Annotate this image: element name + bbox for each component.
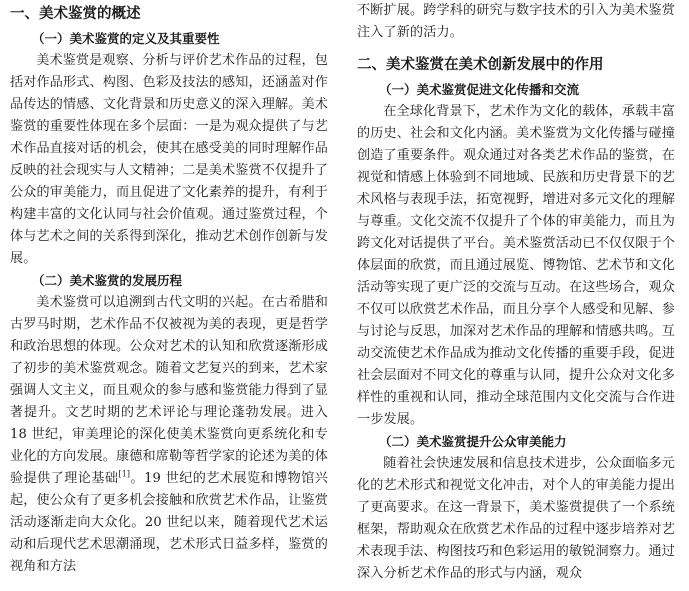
paragraph-culture: 在全球化背景下，艺术作为文化的载体，承载丰富的历史、社会和文化内涵。美术鉴赏为文化传播与碰撞创造了重要条件。观众通过对各类艺术作品的鉴赏，在视觉和情感上体验到不同地域、民族和历史背景下的艺术风格与表现手法，拓宽视野，增进对多元文化的理解与尊重。文化交流不仅提升了个体的审美能力，而且为跨文化对话提供了平台。美术鉴赏活动已不仅仅限于个体层面的欣赏，而且通过展览、博物馆、艺术节和文化活动等实现了更广泛的交流与互动。在这些场合，观众不仅可以欣赏艺术作品，而且分享个人感受和见解、参与讨论与反思，加深对艺术作品的理解和情感共鸣。互动交流使艺术作品成为推动文化传播的重要手段，促进社会层面对不同文化的尊重与认同，提升公众对文化多样性的重视和认同，推动全球范围内文化交流与合作进一步发展。 bbox=[357, 104, 675, 427]
subsection-heading-history: （二）美术鉴赏的发展历程 bbox=[32, 273, 183, 288]
paragraph-history-part2: 。19 世纪的艺术展览和博物馆兴起，使公众有了更多机会接触和欣赏艺术作品，让鉴赏活动逐渐走向大众化。20 世纪以来，随着现代艺术运动和后现代艺术思潮涌现，艺术形式日益多样，鉴赏的视角和方法 bbox=[10, 471, 328, 574]
left-column bbox=[10, 0, 328, 578]
paragraph-history bbox=[10, 292, 328, 578]
citation-ref-1[interactable]: [1] bbox=[118, 469, 131, 479]
subsection-heading-aesthetic: （二）美术鉴赏提升公众审美能力 bbox=[379, 434, 567, 449]
section-heading-1: 一、美术鉴赏的概述 bbox=[10, 6, 141, 22]
paragraph-aesthetic: 随着社会快速发展和信息技术进步，公众面临多元化的艺术形式和视觉文化冲击，对个人的审美能力提出了更高要求。在这一背景下，美术鉴赏提供了一个系统框架，帮助观众在欣赏艺术作品的过程中逐步培养对艺术表现手法、构图技巧和色彩运用的敏锐洞察力。通过深入分析艺术作品的形式与内涵，观众 bbox=[357, 456, 675, 581]
paragraph-history-continued: 不断扩展。跨学科的研究与数字技术的引入为美术鉴赏注入了新的活力。 bbox=[357, 3, 675, 40]
section-heading-2: 二、美术鉴赏在美术创新发展中的作用 bbox=[357, 57, 604, 73]
subsection-heading-definition: （一）美术鉴赏的定义及其重要性 bbox=[32, 31, 220, 46]
paragraph-definition: 美术鉴赏是观察、分析与评价艺术作品的过程，包括对作品形式、构图、色彩及技法的感知，还涵盖对作品传达的情感、文化背景和历史意义的深入理解。美术鉴赏的重要性体现在多个层面：一是为观众提供了与艺术作品直接对话的机会，使其在感受美的同时理解作品反映的社会现实与人文精神；二是美术鉴赏不仅提升了公众的审美能力，而且促进了文化素养的提升，有利于构建丰富的文化认同与社会价值观。通过鉴赏过程，个体与艺术之间的关系得到深化，推动艺术创作创新与发展。 bbox=[10, 53, 328, 266]
right-column bbox=[357, 0, 675, 585]
subsection-heading-culture: （一）美术鉴赏促进文化传播和交流 bbox=[379, 82, 580, 97]
paragraph-history-part1: 美术鉴赏可以追溯到古代文明的兴起。在古希腊和古罗马时期，艺术作品不仅被视为美的表现，更是哲学和政治思想的体现。公众对艺术的认知和欣赏逐渐形成了初步的美术鉴赏观念。随着文艺复兴的到来，艺术家强调人文主义，而且观众的参与感和鉴赏能力得到了显著提升。文艺时期的艺术评论与理论蓬勃发展。进入 18 世纪，审美理论的深化使美术鉴赏向更系统化和专业化的方向发展。康德和席勒等哲学家的论述为美的体验提供了理论基础 bbox=[10, 295, 328, 486]
